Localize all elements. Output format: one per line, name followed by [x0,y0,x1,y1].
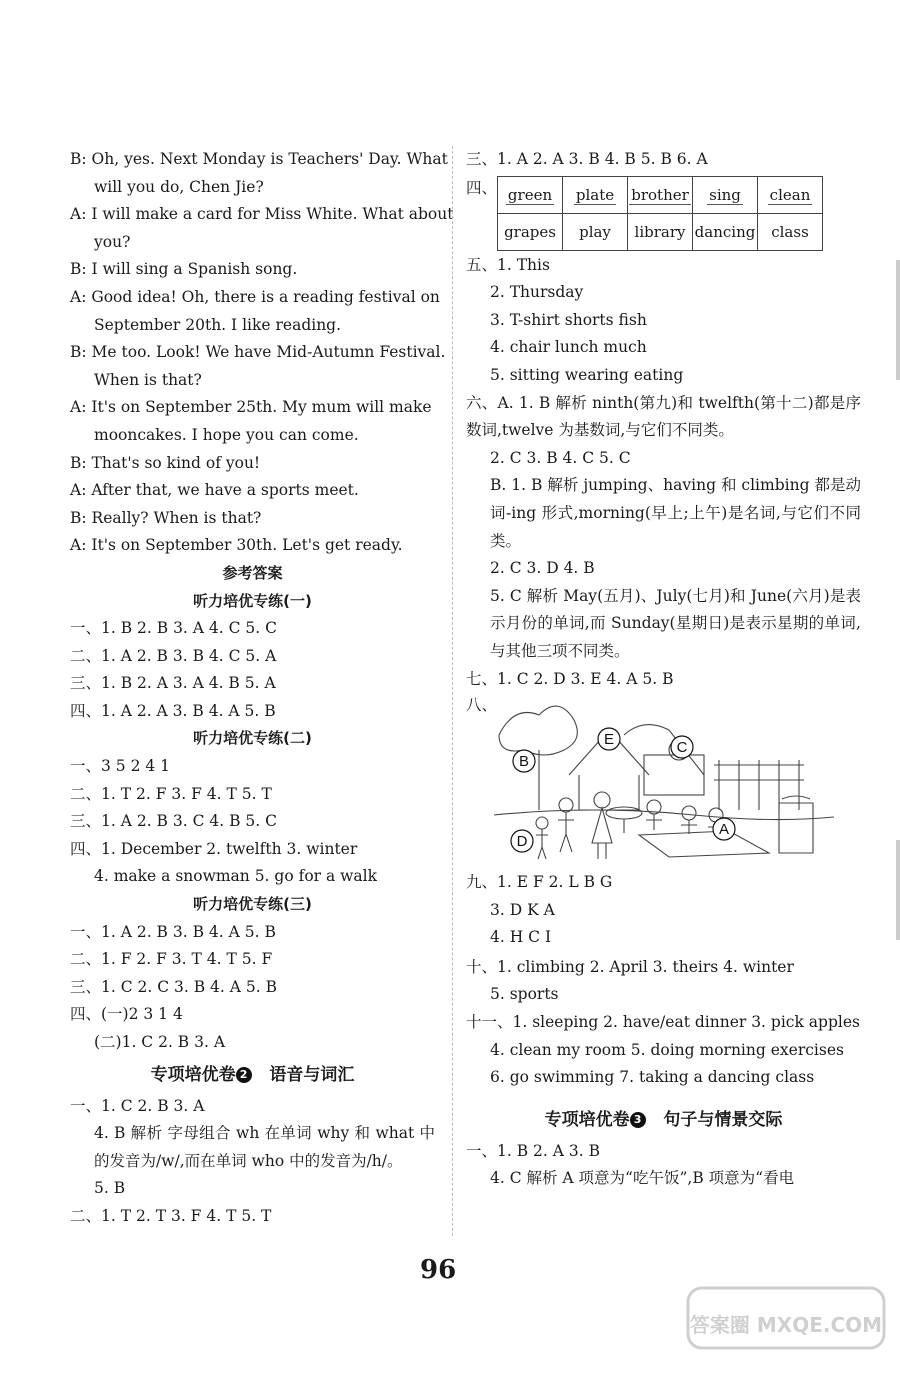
answer-row: 四、1. A 2. A 3. B 4. A 5. B [70,701,276,720]
dialogue-line: B: Me too. Look! We have Mid-Autumn Festival. [70,343,446,362]
table-cell: library [628,213,693,250]
dialogue-line: B: I will sing a Spanish song. [70,260,298,279]
answer-row: 4. C 解析 A 项意为“吃午饭”,B 项意为“看电 [490,1169,795,1188]
section-title: 听力培优专练(一) [193,591,312,610]
answer-row: 四、(一)2 3 1 4 [70,1005,183,1024]
dialogue-line: A: Good idea! Oh, there is a reading festival on [70,287,440,306]
dialogue-line: A: I will make a card for Miss White. What about [70,205,454,224]
word-table-block [466,176,861,252]
answer-row: 2. Thursday [490,283,584,302]
answer-row: 4. clean my room 5. doing morning exercises [490,1040,844,1059]
answer-row: 九、1. E F 2. L B G [466,873,613,892]
page-edge-mark [896,840,900,940]
answer-row: 十一、1. sleeping 2. have/eat dinner 3. pick apples [466,1013,860,1032]
dialogue-line: you? [94,232,131,251]
section-title: 听力培优专练(二) [193,729,312,748]
answer-row: 三、1. B 2. A 3. A 4. B 5. A [70,674,276,693]
answer-label: 四、 [466,178,498,197]
answer-row: 二、1. A 2. B 3. B 4. C 5. A [70,646,277,665]
circle-number: 3 [630,1112,646,1128]
circle-number: 2 [236,1067,252,1083]
dialogue-line: B: Really? When is that? [70,508,262,527]
answer-row: (二)1. C 2. B 3. A [94,1033,226,1051]
right-column [466,146,861,1193]
answer-explanation: 4. B 解析 字母组合 wh 在单词 why 和 what 中的发音为/w/,而在单词 who 中的发音为/h/。 [94,1124,435,1170]
answer-row: 一、3 5 2 4 1 [70,757,171,776]
answer-row: 四、1. December 2. twelfth 3. winter [70,839,358,858]
table-cell: grapes [498,213,563,250]
answer-row: 三、1. C 2. C 3. B 4. A 5. B [70,977,277,996]
special-2-title-b: 语音与词汇 [269,1064,355,1085]
pic-label-c: C [676,739,688,757]
answer-row: 三、1. A 2. B 3. C 4. B 5. C [70,812,277,831]
special-3-title-b: 句子与情景交际 [663,1109,783,1130]
answer-row: 2. C 3. D 4. B [490,559,595,578]
answer-row: 4. make a snowman 5. go for a walk [94,867,378,886]
answer-label: 八、 [466,696,498,715]
dialogue-line: will you do, Chen Jie? [94,177,264,196]
answer-row: 5. sitting wearing eating [490,365,684,384]
answer-row: 4. chair lunch much [490,338,647,357]
answer-row: 5. B [94,1179,126,1198]
park-illustration [494,695,834,863]
answer-row: 3. T-shirt shorts fish [490,310,647,329]
pic-label-e: E [603,731,615,749]
answer-row: 一、1. B 2. A 3. B [466,1141,600,1160]
answer-row: 6. go swimming 7. taking a dancing class [490,1068,815,1087]
table-cell: dancing [693,213,758,250]
dialogue-line: When is that? [94,370,202,389]
answer-row: 二、1. T 2. F 3. F 4. T 5. T [70,784,272,803]
pic-label-b: B [518,753,530,771]
dialogue-line: B: That's so kind of you! [70,453,261,472]
table-cell: class [758,213,823,250]
answer-row: 二、1. T 2. T 3. F 4. T 5. T [70,1206,272,1225]
dialogue-line: A: It's on September 30th. Let's get ready. [70,536,403,555]
special-3-title-a: 专项培优卷 [544,1109,630,1130]
section-title: 听力培优专练(三) [193,895,312,914]
answer-row: 七、1. C 2. D 3. E 4. A 5. B [466,669,674,688]
page-number: 96 [420,1255,457,1285]
answer-row: 4. H C I [490,928,552,947]
answer-explanation: 六、A. 1. B 解析 ninth(第九)和 twelfth(第十二)都是序数词,twelve 为基数词,与它们不同类。 [466,393,861,440]
dialogue-line: A: After that, we have a sports meet. [70,481,359,500]
answer-row: 五、1. This [466,255,550,274]
picture-block [466,693,861,869]
special-2-title-a: 专项培优卷 [150,1064,236,1085]
answer-explanation: 5. C 解析 May(五月)、July(七月)和 June(六月)是表示月份的单词,而 Sunday(星期日)是表示星期的单词,与其他三项不同类。 [490,586,861,660]
answer-heading: 参考答案 [222,563,283,582]
table-cell: play [563,213,628,250]
dialogue-line: B: Oh, yes. Next Monday is Teachers' Day. What [70,150,448,168]
watermark-logo [686,1286,886,1378]
answer-row: 十、1. climbing 2. April 3. theirs 4. winter [466,957,794,976]
word-table [497,176,823,251]
column-divider [452,146,453,1236]
left-column [70,146,454,1231]
table-cell: clean [758,176,823,213]
pic-label-d: D [516,833,528,851]
special-3-title [466,1102,861,1138]
answer-row: 2. C 3. B 4. C 5. C [490,448,631,467]
answer-row: 一、1. A 2. B 3. B 4. A 5. B [70,922,276,941]
dialogue-line: A: It's on September 25th. My mum will make [70,398,432,417]
table-cell: plate [563,176,628,213]
table-cell: sing [693,176,758,213]
answer-row: 一、1. C 2. B 3. A [70,1096,205,1115]
pic-label-a: A [718,821,730,839]
answer-row: 三、1. A 2. A 3. B 4. B 5. B 6. A [466,150,708,168]
answer-row: 二、1. F 2. F 3. T 4. T 5. F [70,950,273,969]
table-cell: green [498,176,563,213]
special-2-title [70,1057,435,1093]
answer-explanation: B. 1. B 解析 jumping、having 和 climbing 都是动词-ing 形式,morning(早上;上午)是名词,与它们不同类。 [490,476,861,550]
answer-row: 3. D K A [490,900,555,919]
page-edge-mark [896,260,900,380]
dialogue-line: September 20th. I like reading. [94,315,342,334]
watermark-text: 答案圈 MXQE.COM [689,1313,883,1337]
answer-row: 5. sports [490,985,559,1004]
answer-row: 一、1. B 2. B 3. A 4. C 5. C [70,619,277,638]
dialogue-line: mooncakes. I hope you can come. [94,425,359,444]
table-cell: brother [628,176,693,213]
